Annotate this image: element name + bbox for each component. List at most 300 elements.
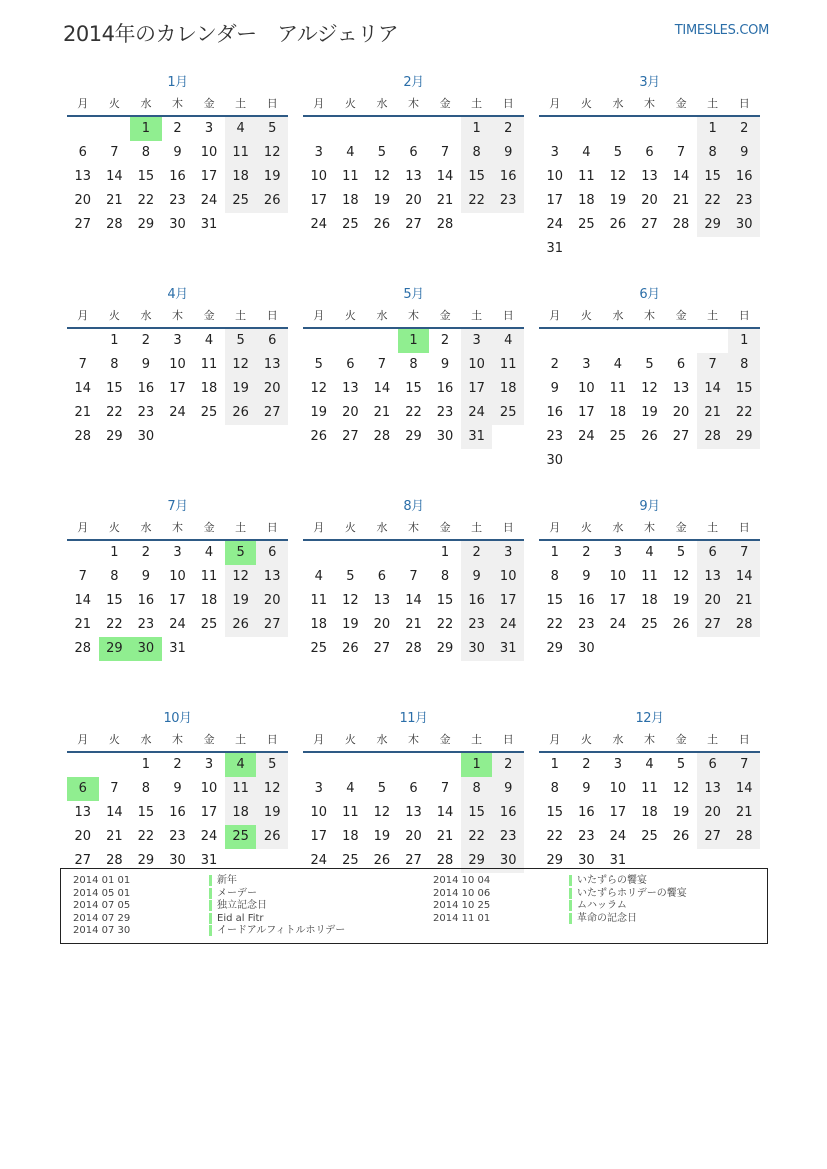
day-cell: 22 bbox=[106, 617, 123, 632]
weekday-label: 火 bbox=[580, 309, 592, 322]
weekday-label: 木 bbox=[644, 309, 656, 322]
weekday-header bbox=[303, 94, 524, 117]
day-cell: 17 bbox=[609, 805, 627, 820]
day-cell: 14 bbox=[373, 381, 391, 396]
day-cell: 7 bbox=[377, 357, 387, 372]
day-cell: 5 bbox=[377, 781, 387, 796]
day-cell: 26 bbox=[256, 189, 288, 213]
weekday-label: 水 bbox=[140, 733, 152, 746]
day-grid bbox=[539, 117, 760, 261]
day-cell: 20 bbox=[672, 405, 690, 420]
day-grid bbox=[303, 541, 524, 661]
day-cell: 7 bbox=[78, 357, 87, 372]
weekday-label: 月 bbox=[549, 733, 561, 746]
day-cell: 15 bbox=[405, 381, 422, 396]
month-calendar bbox=[67, 496, 288, 708]
day-cell: 17 bbox=[169, 381, 186, 396]
day-cell: 8 bbox=[550, 781, 559, 796]
day-cell: 14 bbox=[106, 805, 123, 820]
weekday-label: 金 bbox=[439, 521, 451, 534]
day-cell: 1 bbox=[550, 757, 559, 772]
weekday-label: 水 bbox=[140, 97, 152, 110]
day-cell: 20 bbox=[74, 829, 92, 844]
day-cell: 8 bbox=[440, 569, 450, 584]
day-cell: 15 bbox=[137, 169, 155, 184]
day-cell: 18 bbox=[225, 801, 257, 825]
day-cell: 28 bbox=[436, 853, 454, 868]
day-cell: 20 bbox=[697, 589, 729, 613]
day-grid bbox=[67, 117, 288, 237]
day-cell: 21 bbox=[405, 617, 422, 632]
weekday-label: 木 bbox=[644, 521, 656, 534]
day-cell: 18 bbox=[578, 193, 595, 208]
day-cell: 21 bbox=[728, 589, 760, 613]
day-cell: 4 bbox=[346, 145, 355, 160]
day-cell: 21 bbox=[436, 829, 454, 844]
day-cell: 23 bbox=[137, 405, 155, 420]
day-cell: 31 bbox=[546, 241, 564, 256]
day-cell: 11 bbox=[225, 141, 257, 165]
day-cell: 24 bbox=[461, 401, 493, 425]
weekday-label: 火 bbox=[344, 521, 356, 534]
day-cell: 2 bbox=[141, 545, 151, 560]
day-cell: 5 bbox=[676, 545, 686, 560]
day-cell: 11 bbox=[200, 569, 218, 584]
day-cell: 4 bbox=[346, 781, 355, 796]
empty-day-cell bbox=[335, 753, 367, 777]
day-cell: 9 bbox=[582, 781, 591, 796]
day-cell: 13 bbox=[342, 381, 359, 396]
day-cell: 19 bbox=[225, 589, 257, 613]
day-cell: 12 bbox=[373, 805, 391, 820]
day-cell: 18 bbox=[200, 381, 218, 396]
day-cell: 12 bbox=[373, 169, 391, 184]
empty-day-cell bbox=[366, 117, 398, 141]
day-cell: 22 bbox=[436, 617, 454, 632]
day-cell: 20 bbox=[641, 193, 658, 208]
day-grid bbox=[67, 541, 288, 661]
day-cell: 24 bbox=[200, 193, 218, 208]
day-cell: 3 bbox=[582, 357, 591, 372]
day-cell: 27 bbox=[256, 613, 288, 637]
day-cell: 27 bbox=[641, 217, 658, 232]
day-cell: 3 bbox=[461, 329, 493, 353]
day-cell: 17 bbox=[546, 193, 564, 208]
day-cell: 26 bbox=[373, 853, 391, 868]
day-cell: 2 bbox=[440, 333, 450, 348]
day-cell: 6 bbox=[256, 541, 288, 565]
day-cell: 24 bbox=[609, 829, 627, 844]
day-cell: 7 bbox=[110, 781, 119, 796]
day-cell: 9 bbox=[492, 777, 524, 801]
empty-day-cell bbox=[335, 117, 367, 141]
day-cell: 23 bbox=[461, 613, 493, 637]
holiday-day-cell: 1 bbox=[130, 117, 162, 141]
weekday-header bbox=[539, 518, 760, 541]
day-cell: 13 bbox=[641, 169, 658, 184]
day-cell: 14 bbox=[74, 381, 92, 396]
day-cell: 11 bbox=[641, 569, 658, 584]
day-grid bbox=[539, 541, 760, 661]
day-cell: 20 bbox=[256, 377, 288, 401]
day-cell: 8 bbox=[550, 569, 559, 584]
day-cell: 21 bbox=[106, 829, 123, 844]
empty-day-cell bbox=[634, 329, 666, 353]
day-cell: 3 bbox=[613, 545, 623, 560]
day-cell: 14 bbox=[106, 169, 123, 184]
day-cell: 27 bbox=[342, 429, 359, 444]
day-cell: 5 bbox=[613, 145, 623, 160]
day-cell: 21 bbox=[436, 193, 454, 208]
empty-day-cell bbox=[571, 329, 603, 353]
day-cell: 19 bbox=[373, 193, 391, 208]
month-name: 8月 bbox=[403, 499, 424, 514]
weekday-label: 火 bbox=[580, 97, 592, 110]
weekday-label: 月 bbox=[313, 309, 325, 322]
day-cell: 20 bbox=[405, 829, 422, 844]
day-cell: 21 bbox=[106, 193, 123, 208]
day-cell: 14 bbox=[436, 805, 454, 820]
day-cell: 28 bbox=[74, 429, 92, 444]
day-cell: 3 bbox=[314, 145, 323, 160]
weekday-label: 金 bbox=[675, 733, 687, 746]
day-cell: 25 bbox=[641, 617, 658, 632]
holiday-date: 2014 05 01 bbox=[73, 887, 131, 899]
day-cell: 10 bbox=[609, 569, 627, 584]
holiday-date: 2014 11 01 bbox=[433, 912, 491, 924]
day-cell: 26 bbox=[256, 825, 288, 849]
weekday-label: 月 bbox=[77, 521, 89, 534]
weekday-label: 日 bbox=[502, 733, 514, 746]
day-cell: 30 bbox=[578, 641, 595, 656]
month-calendar bbox=[539, 72, 760, 284]
day-cell: 7 bbox=[110, 145, 119, 160]
day-cell: 23 bbox=[492, 189, 524, 213]
day-cell: 18 bbox=[200, 593, 218, 608]
weekday-label: 土 bbox=[471, 97, 483, 110]
month-calendar bbox=[539, 496, 760, 708]
day-cell: 22 bbox=[697, 189, 729, 213]
weekday-header bbox=[303, 306, 524, 329]
weekday-label: 金 bbox=[203, 521, 215, 534]
day-cell: 4 bbox=[314, 569, 323, 584]
day-cell: 8 bbox=[697, 141, 729, 165]
day-cell: 26 bbox=[225, 401, 257, 425]
day-cell: 10 bbox=[609, 781, 627, 796]
day-cell: 3 bbox=[550, 145, 559, 160]
day-cell: 19 bbox=[609, 193, 627, 208]
day-cell: 13 bbox=[74, 169, 92, 184]
day-cell: 7 bbox=[440, 145, 450, 160]
day-cell: 28 bbox=[436, 217, 454, 232]
day-cell: 30 bbox=[578, 853, 595, 868]
weekday-label: 水 bbox=[376, 521, 388, 534]
day-cell: 26 bbox=[641, 429, 658, 444]
day-cell: 21 bbox=[697, 401, 729, 425]
day-cell: 30 bbox=[137, 429, 155, 444]
day-cell: 27 bbox=[672, 429, 690, 444]
day-cell: 6 bbox=[697, 541, 729, 565]
day-cell: 16 bbox=[578, 593, 595, 608]
holiday-name: 独立記念日 bbox=[209, 900, 267, 911]
day-cell: 27 bbox=[405, 853, 422, 868]
day-cell: 16 bbox=[169, 169, 186, 184]
day-cell: 2 bbox=[492, 117, 524, 141]
weekday-label: 水 bbox=[140, 521, 152, 534]
day-cell: 19 bbox=[342, 617, 359, 632]
day-cell: 21 bbox=[74, 405, 92, 420]
day-cell: 31 bbox=[200, 217, 218, 232]
weekday-label: 火 bbox=[108, 97, 120, 110]
empty-day-cell bbox=[665, 117, 697, 141]
day-cell: 2 bbox=[550, 357, 559, 372]
day-cell: 7 bbox=[728, 753, 760, 777]
day-cell: 15 bbox=[106, 381, 123, 396]
day-cell: 12 bbox=[225, 353, 257, 377]
day-cell: 3 bbox=[173, 333, 182, 348]
day-cell: 23 bbox=[169, 829, 186, 844]
day-cell: 9 bbox=[440, 357, 450, 372]
empty-day-cell bbox=[398, 117, 430, 141]
day-cell: 22 bbox=[546, 617, 564, 632]
day-cell: 31 bbox=[200, 853, 218, 868]
day-cell: 18 bbox=[609, 405, 627, 420]
weekday-label: 土 bbox=[235, 733, 247, 746]
month-name: 1月 bbox=[167, 75, 188, 90]
legend-row bbox=[433, 900, 763, 913]
day-cell: 25 bbox=[200, 405, 218, 420]
day-cell: 9 bbox=[728, 141, 760, 165]
empty-day-cell bbox=[665, 329, 697, 353]
day-cell: 27 bbox=[256, 401, 288, 425]
empty-day-cell bbox=[429, 117, 461, 141]
day-cell: 26 bbox=[609, 217, 627, 232]
day-cell: 26 bbox=[310, 429, 328, 444]
month-calendar bbox=[303, 496, 524, 708]
day-cell: 24 bbox=[200, 829, 218, 844]
empty-day-cell bbox=[697, 329, 729, 353]
day-cell: 6 bbox=[645, 145, 654, 160]
weekday-label: 月 bbox=[549, 521, 561, 534]
day-cell: 5 bbox=[645, 357, 654, 372]
day-cell: 10 bbox=[200, 145, 218, 160]
day-cell: 30 bbox=[436, 429, 454, 444]
day-cell: 17 bbox=[200, 805, 218, 820]
day-cell: 12 bbox=[609, 169, 627, 184]
day-cell: 13 bbox=[373, 593, 391, 608]
holiday-date: 2014 10 04 bbox=[433, 875, 491, 886]
day-cell: 3 bbox=[314, 781, 323, 796]
day-cell: 16 bbox=[492, 165, 524, 189]
weekday-label: 火 bbox=[344, 97, 356, 110]
day-cell: 10 bbox=[169, 569, 186, 584]
day-cell: 14 bbox=[728, 565, 760, 589]
weekday-header bbox=[67, 518, 288, 541]
weekday-label: 火 bbox=[580, 733, 592, 746]
day-cell: 15 bbox=[728, 377, 760, 401]
legend-row bbox=[73, 925, 453, 938]
day-cell: 9 bbox=[461, 565, 493, 589]
day-cell: 25 bbox=[609, 429, 627, 444]
day-cell: 7 bbox=[78, 569, 87, 584]
weekday-label: 火 bbox=[108, 309, 120, 322]
weekday-label: 日 bbox=[738, 733, 750, 746]
holiday-date: 2014 07 05 bbox=[73, 900, 131, 911]
weekday-label: 月 bbox=[77, 309, 89, 322]
day-cell: 5 bbox=[314, 357, 323, 372]
day-cell: 23 bbox=[578, 829, 595, 844]
day-cell: 24 bbox=[310, 853, 328, 868]
day-grid bbox=[539, 753, 760, 873]
month-name: 3月 bbox=[639, 75, 660, 90]
day-cell: 2 bbox=[492, 753, 524, 777]
day-cell: 23 bbox=[578, 617, 595, 632]
site-logo[interactable]: TIMESLES.COM bbox=[674, 23, 769, 38]
day-cell: 4 bbox=[204, 545, 214, 560]
page-title: 2014年のカレンダー アルジェリア bbox=[63, 22, 399, 46]
day-cell: 20 bbox=[697, 801, 729, 825]
empty-day-cell bbox=[429, 753, 461, 777]
day-cell: 25 bbox=[342, 853, 359, 868]
month-calendar bbox=[67, 72, 288, 284]
weekday-label: 金 bbox=[439, 733, 451, 746]
day-cell: 28 bbox=[106, 853, 123, 868]
day-cell: 8 bbox=[461, 141, 493, 165]
weekday-label: 木 bbox=[644, 97, 656, 110]
day-cell: 17 bbox=[169, 593, 186, 608]
empty-day-cell bbox=[602, 329, 634, 353]
weekday-label: 火 bbox=[108, 521, 120, 534]
weekday-label: 土 bbox=[471, 309, 483, 322]
day-cell: 22 bbox=[405, 405, 422, 420]
weekday-label: 月 bbox=[549, 309, 561, 322]
day-cell: 26 bbox=[373, 217, 391, 232]
day-cell: 22 bbox=[106, 405, 123, 420]
day-cell: 29 bbox=[461, 849, 493, 873]
weekday-label: 水 bbox=[376, 309, 388, 322]
empty-day-cell bbox=[99, 117, 131, 141]
day-cell: 29 bbox=[137, 853, 155, 868]
weekday-label: 月 bbox=[77, 97, 89, 110]
day-cell: 28 bbox=[672, 217, 690, 232]
day-cell: 16 bbox=[546, 405, 564, 420]
day-cell: 22 bbox=[461, 189, 493, 213]
weekday-label: 金 bbox=[439, 97, 451, 110]
holiday-name: 新年 bbox=[209, 875, 237, 886]
weekday-header bbox=[539, 306, 760, 329]
weekday-label: 木 bbox=[408, 733, 420, 746]
weekday-label: 土 bbox=[707, 733, 719, 746]
day-cell: 6 bbox=[409, 145, 418, 160]
day-cell: 25 bbox=[342, 217, 359, 232]
day-cell: 15 bbox=[461, 801, 493, 825]
empty-day-cell bbox=[67, 541, 99, 565]
day-cell: 9 bbox=[173, 145, 182, 160]
weekday-header bbox=[67, 306, 288, 329]
empty-day-cell bbox=[303, 541, 335, 565]
day-cell: 29 bbox=[106, 429, 123, 444]
day-cell: 27 bbox=[697, 613, 729, 637]
day-cell: 26 bbox=[342, 641, 359, 656]
day-cell: 24 bbox=[546, 217, 564, 232]
day-cell: 5 bbox=[676, 757, 686, 772]
day-cell: 5 bbox=[225, 329, 257, 353]
weekday-label: 火 bbox=[580, 521, 592, 534]
day-cell: 3 bbox=[492, 541, 524, 565]
day-cell: 27 bbox=[74, 853, 92, 868]
day-cell: 21 bbox=[373, 405, 391, 420]
day-cell: 14 bbox=[672, 169, 690, 184]
day-cell: 17 bbox=[578, 405, 595, 420]
day-cell: 12 bbox=[225, 565, 257, 589]
empty-day-cell bbox=[67, 117, 99, 141]
weekday-label: 日 bbox=[738, 521, 750, 534]
day-cell: 28 bbox=[74, 641, 92, 656]
day-cell: 25 bbox=[641, 829, 658, 844]
day-cell: 10 bbox=[310, 169, 328, 184]
day-cell: 1 bbox=[110, 545, 119, 560]
day-cell: 25 bbox=[200, 617, 218, 632]
day-cell: 5 bbox=[256, 117, 288, 141]
day-cell: 23 bbox=[436, 405, 454, 420]
weekday-label: 土 bbox=[707, 521, 719, 534]
holiday-name: いたずらの饗宴 bbox=[569, 875, 647, 886]
empty-day-cell bbox=[398, 541, 430, 565]
day-cell: 20 bbox=[74, 193, 92, 208]
holiday-date: 2014 07 30 bbox=[73, 925, 131, 936]
weekday-label: 土 bbox=[235, 309, 247, 322]
day-cell: 9 bbox=[141, 569, 151, 584]
day-cell: 2 bbox=[582, 545, 591, 560]
day-cell: 11 bbox=[609, 381, 627, 396]
day-cell: 13 bbox=[256, 565, 288, 589]
empty-day-cell bbox=[634, 117, 666, 141]
weekday-label: 日 bbox=[502, 97, 514, 110]
day-cell: 2 bbox=[461, 541, 493, 565]
day-cell: 29 bbox=[697, 213, 729, 237]
empty-day-cell bbox=[602, 117, 634, 141]
month-name: 4月 bbox=[167, 287, 188, 302]
month-name: 2月 bbox=[403, 75, 424, 90]
weekday-label: 火 bbox=[344, 309, 356, 322]
day-cell: 22 bbox=[728, 401, 760, 425]
day-cell: 6 bbox=[78, 145, 87, 160]
weekday-label: 日 bbox=[266, 309, 278, 322]
day-cell: 11 bbox=[225, 777, 257, 801]
day-cell: 24 bbox=[492, 613, 524, 637]
day-cell: 22 bbox=[137, 193, 155, 208]
day-cell: 11 bbox=[310, 593, 328, 608]
day-cell: 19 bbox=[225, 377, 257, 401]
weekday-label: 金 bbox=[675, 521, 687, 534]
day-cell: 18 bbox=[310, 617, 328, 632]
empty-day-cell bbox=[539, 329, 571, 353]
day-cell: 19 bbox=[641, 405, 658, 420]
day-cell: 30 bbox=[492, 849, 524, 873]
day-cell: 8 bbox=[728, 353, 760, 377]
day-cell: 23 bbox=[137, 617, 155, 632]
legend-row bbox=[73, 900, 453, 913]
day-cell: 4 bbox=[225, 117, 257, 141]
weekday-label: 日 bbox=[266, 733, 278, 746]
day-cell: 7 bbox=[676, 145, 686, 160]
day-cell: 18 bbox=[641, 805, 658, 820]
weekday-label: 金 bbox=[203, 97, 215, 110]
holiday-date: 2014 01 01 bbox=[73, 875, 131, 886]
day-cell: 12 bbox=[342, 593, 359, 608]
day-cell: 2 bbox=[141, 333, 151, 348]
day-cell: 2 bbox=[173, 121, 182, 136]
